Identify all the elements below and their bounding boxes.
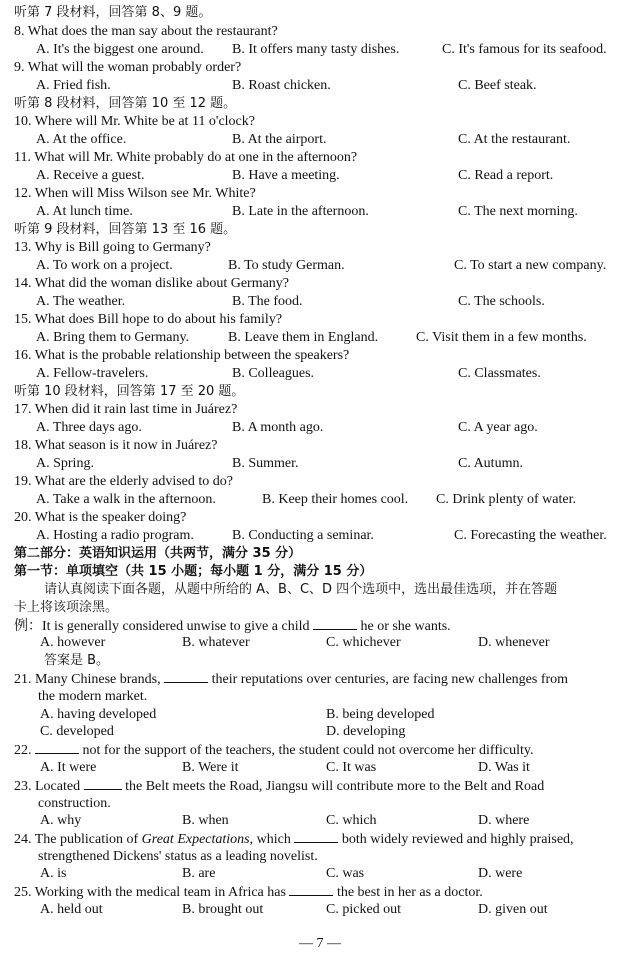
option-b: B. Keep their homes cool. bbox=[262, 492, 409, 507]
option-c: C. The schools. bbox=[458, 294, 545, 309]
question-text: 20. What is the speaker doing? bbox=[14, 510, 187, 525]
option-a: A. however bbox=[40, 635, 106, 650]
answer-blank bbox=[35, 741, 79, 754]
question-text-cont: construction. bbox=[38, 796, 111, 811]
option-c: C. Read a report. bbox=[458, 168, 554, 183]
question-text: 19. What are the elderly advised to do? bbox=[14, 474, 233, 489]
option-c: C. picked out bbox=[326, 902, 402, 917]
answer-blank bbox=[164, 670, 208, 683]
option-c: C. To start a new company. bbox=[454, 258, 607, 273]
question-text: 8. What does the man say about the restaurant? bbox=[14, 24, 278, 39]
question-text: 24. The publication of Great Expectations, which both widely reviewed and highly praised, bbox=[14, 832, 574, 847]
question-text: 14. What did the woman dislike about Germany? bbox=[14, 276, 290, 291]
question-text-cont: the modern market. bbox=[38, 689, 148, 704]
option-a: A. Receive a guest. bbox=[36, 168, 145, 183]
option-b: B. It offers many tasty dishes. bbox=[232, 42, 400, 57]
option-d: D. developing bbox=[326, 724, 406, 739]
option-c: C. At the restaurant. bbox=[458, 132, 571, 147]
example-answer: 答案是 B。 bbox=[44, 653, 110, 668]
question-text: 12. When will Miss Wilson see Mr. White? bbox=[14, 186, 256, 201]
option-d: D. were bbox=[478, 866, 523, 881]
option-b: B. Roast chicken. bbox=[232, 78, 331, 93]
option-b: B. To study German. bbox=[228, 258, 345, 273]
question-text: 15. What does Bill hope to do about his family? bbox=[14, 312, 283, 327]
option-a: A. having developed bbox=[40, 707, 157, 722]
question-text-cont: strengthened Dickens' status as a leading novelist. bbox=[38, 849, 318, 864]
question-text: 22. not for the support of the teachers, the student could not overcome her difficulty. bbox=[14, 743, 534, 758]
option-a: A. To work on a project. bbox=[36, 258, 173, 273]
question-text: 9. What will the woman probably order? bbox=[14, 60, 242, 75]
question-text: 18. What season is it now in Juárez? bbox=[14, 438, 218, 453]
option-a: A. Bring them to Germany. bbox=[36, 330, 190, 345]
answer-blank bbox=[84, 777, 122, 790]
option-c: C. whichever bbox=[326, 635, 401, 650]
section-title: 第一节：单项填空（共 15 小题；每小题 1 分，满分 15 分） bbox=[14, 564, 373, 579]
option-d: D. given out bbox=[478, 902, 548, 917]
option-b: B. Leave them in England. bbox=[228, 330, 379, 345]
option-b: B. Colleagues. bbox=[232, 366, 315, 381]
option-c: C. It's famous for its seafood. bbox=[442, 42, 607, 57]
option-a: A. Three days ago. bbox=[36, 420, 142, 435]
option-a: A. Fried fish. bbox=[36, 78, 111, 93]
option-c: C. Visit them in a few months. bbox=[416, 330, 587, 345]
answer-blank bbox=[294, 830, 338, 843]
book-title: Great Expectations bbox=[141, 832, 250, 847]
section-header: 听第 9 段材料，回答第 13 至 16 题。 bbox=[14, 222, 237, 237]
option-b: B. are bbox=[182, 866, 216, 881]
option-a: A. Fellow-travelers. bbox=[36, 366, 149, 381]
option-a: A. It were bbox=[40, 760, 97, 775]
option-a: A. Spring. bbox=[36, 456, 94, 471]
question-text: 11. What will Mr. White probably do at one in the afternoon? bbox=[14, 150, 358, 165]
page-number: — 7 — bbox=[299, 936, 341, 951]
option-b: B. brought out bbox=[182, 902, 264, 917]
question-text: 17. When did it rain last time in Juárez? bbox=[14, 402, 238, 417]
option-b: B. Late in the afternoon. bbox=[232, 204, 369, 219]
option-a: A. At the office. bbox=[36, 132, 127, 147]
option-c: C. Beef steak. bbox=[458, 78, 537, 93]
option-b: B. whatever bbox=[182, 635, 250, 650]
option-b: B. Conducting a seminar. bbox=[232, 528, 374, 543]
option-a: A. At lunch time. bbox=[36, 204, 133, 219]
option-c: C. It was bbox=[326, 760, 377, 775]
option-d: D. Was it bbox=[478, 760, 530, 775]
part-title: 第二部分：英语知识运用（共两节，满分 35 分） bbox=[14, 546, 302, 561]
answer-blank bbox=[289, 883, 333, 896]
section-header: 听第 10 段材料，回答第 17 至 20 题。 bbox=[14, 384, 245, 399]
option-c: C. Forecasting the weather. bbox=[454, 528, 607, 543]
question-text: 13. Why is Bill going to Germany? bbox=[14, 240, 211, 255]
option-d: D. whenever bbox=[478, 635, 550, 650]
option-b: B. A month ago. bbox=[232, 420, 324, 435]
section-header: 听第 8 段材料，回答第 10 至 12 题。 bbox=[14, 96, 237, 111]
option-b: B. The food. bbox=[232, 294, 303, 309]
option-b: B. being developed bbox=[326, 707, 435, 722]
option-b: B. Have a meeting. bbox=[232, 168, 340, 183]
option-a: A. why bbox=[40, 813, 82, 828]
option-b: B. At the airport. bbox=[232, 132, 327, 147]
option-a: A. The weather. bbox=[36, 294, 126, 309]
option-a: A. held out bbox=[40, 902, 103, 917]
question-text: 25. Working with the medical team in Africa has the best in her as a doctor. bbox=[14, 885, 483, 900]
option-a: A. It's the biggest one around. bbox=[36, 42, 204, 57]
question-text: 16. What is the probable relationship between the speakers? bbox=[14, 348, 350, 363]
option-b: B. when bbox=[182, 813, 229, 828]
section-header: 听第 7 段材料，回答第 8、9 题。 bbox=[14, 5, 212, 20]
option-c: C. Classmates. bbox=[458, 366, 541, 381]
option-c: C. was bbox=[326, 866, 365, 881]
option-a: A. Take a walk in the afternoon. bbox=[36, 492, 216, 507]
example-question: 例：It is generally considered unwise to give a child he or she wants. bbox=[14, 619, 451, 634]
instructions: 请认真阅读下面各题，从题中所给的 A、B、C、D 四个选项中，选出最佳选项，并在答题 bbox=[44, 582, 558, 597]
option-c: C. which bbox=[326, 813, 377, 828]
option-c: C. Drink plenty of water. bbox=[436, 492, 576, 507]
option-c: C. A year ago. bbox=[458, 420, 538, 435]
answer-blank bbox=[313, 617, 357, 630]
option-a: A. Hosting a radio program. bbox=[36, 528, 194, 543]
instructions-cont: 卡上将该项涂黑。 bbox=[14, 600, 119, 615]
option-c: C. The next morning. bbox=[458, 204, 578, 219]
question-text: 21. Many Chinese brands, their reputations over centuries, are facing new challenges from bbox=[14, 672, 569, 687]
question-text: 10. Where will Mr. White be at 11 o'clock? bbox=[14, 114, 255, 129]
option-a: A. is bbox=[40, 866, 67, 881]
option-d: D. where bbox=[478, 813, 530, 828]
question-text: 23. Located the Belt meets the Road, Jiangsu will contribute more to the Belt and Road bbox=[14, 779, 545, 794]
option-c: C. Autumn. bbox=[458, 456, 523, 471]
option-b: B. Were it bbox=[182, 760, 239, 775]
option-b: B. Summer. bbox=[232, 456, 299, 471]
option-c: C. developed bbox=[40, 724, 114, 739]
